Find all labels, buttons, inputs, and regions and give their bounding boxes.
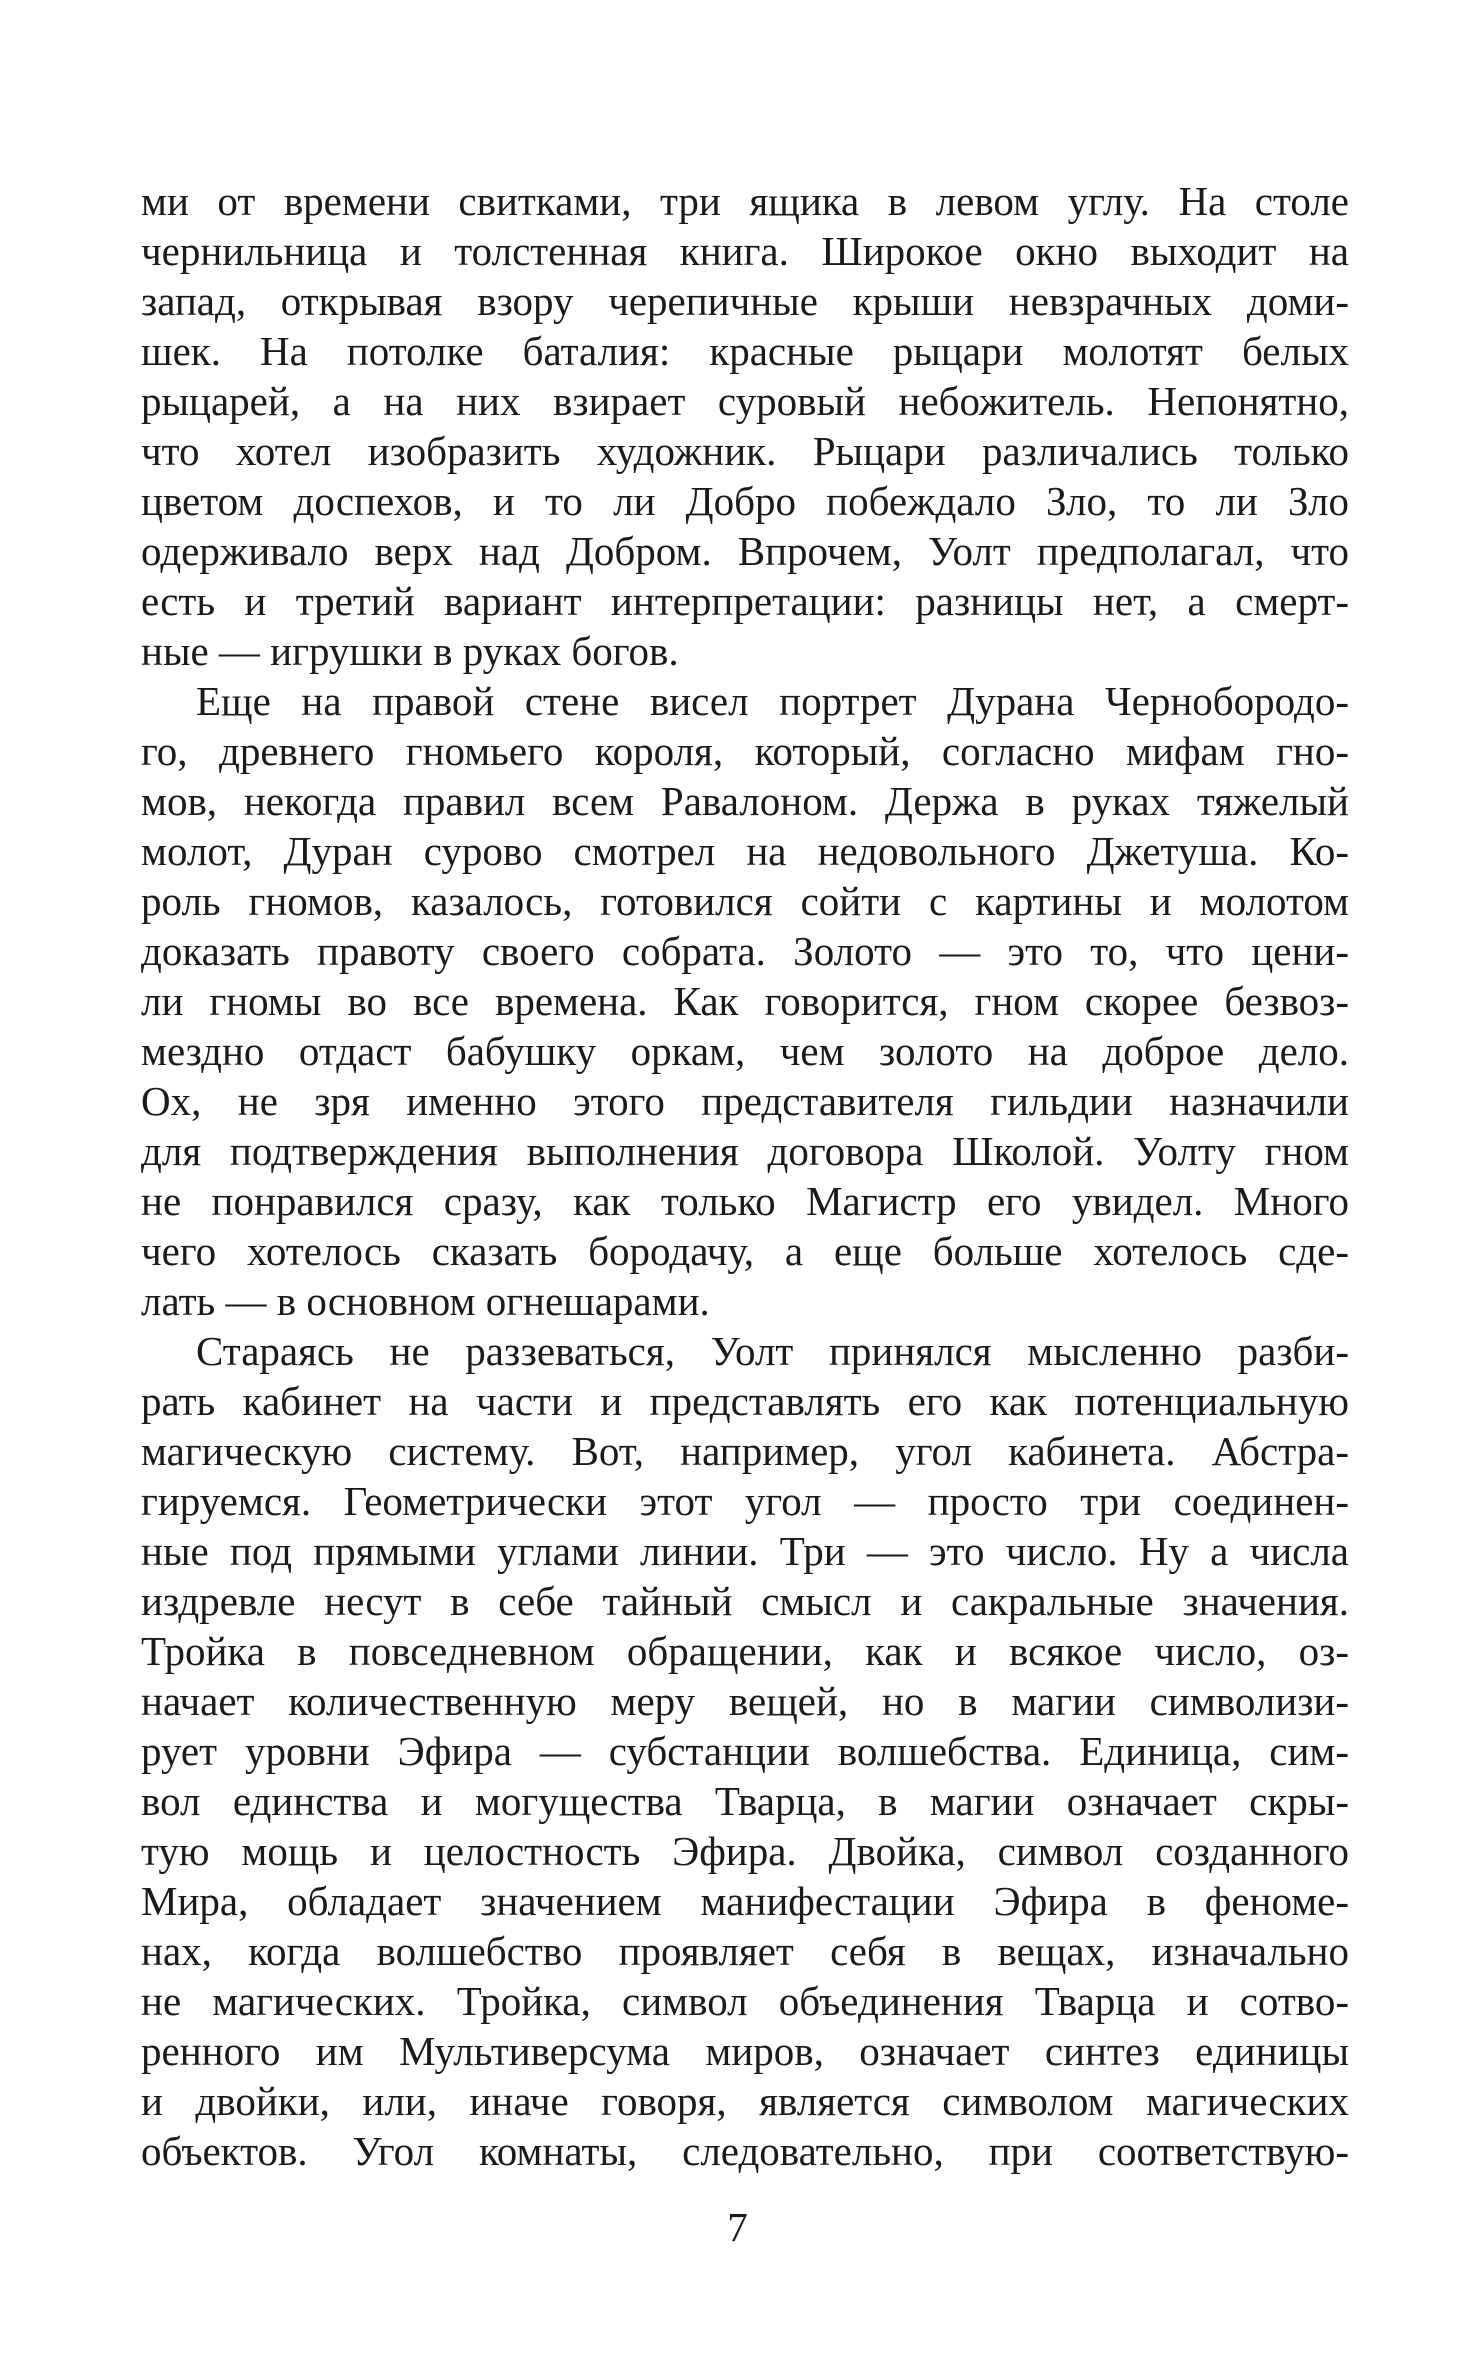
text-line: мов, некогда правил всем Равалоном. Держа в руках тяжелый: [141, 778, 1349, 824]
text-line: есть и третий вариант интерпретации: разницы нет, а смерт-: [141, 578, 1349, 624]
text-line: нах, когда волшебство проявляет себя в вещах, изначально: [141, 1928, 1349, 1974]
text-line: Стараясь не раззеваться, Уолт принялся мысленно разби-: [196, 1328, 1349, 1374]
text-line: не понравился сразу, как только Магистр его увидел. Много: [141, 1178, 1349, 1224]
text-line: и двойки, или, иначе говоря, является символом магических: [141, 2078, 1349, 2124]
text-line: рует уровни Эфира — субстанции волшебства. Единица, сим-: [141, 1728, 1349, 1774]
body-text: [141, 176, 1349, 2176]
text-line: мездно отдаст бабушку оркам, чем золото на доброе дело.: [141, 1028, 1349, 1074]
text-line: доказать правоту своего собрата. Золото — это то, что цени-: [141, 928, 1349, 974]
text-line: молот, Дуран сурово смотрел на недовольного Джетуша. Ко-: [141, 828, 1349, 874]
text-line: Тройка в повседневном обращении, как и всякое число, оз-: [141, 1628, 1349, 1674]
text-line: ли гномы во все времена. Как говорится, гном скорее безвоз-: [141, 978, 1349, 1024]
text-line: цветом доспехов, и то ли Добро побеждало Зло, то ли Зло: [141, 478, 1349, 524]
text-line: чего хотелось сказать бородачу, а еще больше хотелось сде-: [141, 1228, 1349, 1274]
text-line: ренного им Мультиверсума миров, означает синтез единицы: [141, 2028, 1349, 2074]
text-line: вол единства и могущества Тварца, в магии означает скры-: [141, 1778, 1349, 1824]
text-line: магическую систему. Вот, например, угол кабинета. Абстра-: [141, 1428, 1349, 1474]
text-line: шек. На потолке баталия: красные рыцари молотят белых: [141, 328, 1349, 374]
text-line: одерживало верх над Добром. Впрочем, Уолт предполагал, что: [141, 528, 1349, 574]
text-line: издревле несут в себе тайный смысл и сакральные значения.: [141, 1578, 1349, 1624]
text-line: рыцарей, а на них взирает суровый небожитель. Непонятно,: [141, 378, 1349, 424]
text-line: чернильница и толстенная книга. Широкое окно выходит на: [141, 228, 1349, 274]
text-line: Ох, не зря именно этого представителя гильдии назначили: [141, 1078, 1349, 1124]
text-line: Мира, обладает значением манифестации Эфира в феноме-: [141, 1878, 1349, 1924]
text-line: лать — в основном огнешарами.: [141, 1278, 710, 1324]
text-line: объектов. Угол комнаты, следовательно, при соответствую-: [141, 2128, 1349, 2174]
text-line: тую мощь и целостность Эфира. Двойка, символ созданного: [141, 1828, 1349, 1874]
text-line: рать кабинет на части и представлять его как потенциальную: [141, 1378, 1349, 1424]
text-line: запад, открывая взору черепичные крыши невзрачных доми-: [141, 278, 1349, 324]
text-line: ми от времени свитками, три ящика в левом углу. На столе: [141, 178, 1349, 224]
page-number: 7: [727, 2204, 748, 2250]
text-line: роль гномов, казалось, готовился сойти с картины и молотом: [141, 878, 1349, 924]
text-line: что хотел изобразить художник. Рыцари различались только: [141, 428, 1349, 474]
text-line: для подтверждения выполнения договора Школой. Уолту гном: [141, 1128, 1349, 1174]
text-line: не магических. Тройка, символ объединения Тварца и сотво-: [141, 1978, 1349, 2024]
text-line: ные под прямыми углами линии. Три — это число. Ну а числа: [141, 1528, 1349, 1574]
text-line: начает количественную меру вещей, но в магии символизи-: [141, 1678, 1349, 1724]
text-line: ные — игрушки в руках богов.: [141, 628, 679, 674]
text-line: Еще на правой стене висел портрет Дурана Чернобородо-: [196, 678, 1349, 724]
text-line: го, древнего гномьего короля, который, согласно мифам гно-: [141, 728, 1349, 774]
text-line: гируемся. Геометрически этот угол — просто три соединен-: [141, 1478, 1349, 1524]
